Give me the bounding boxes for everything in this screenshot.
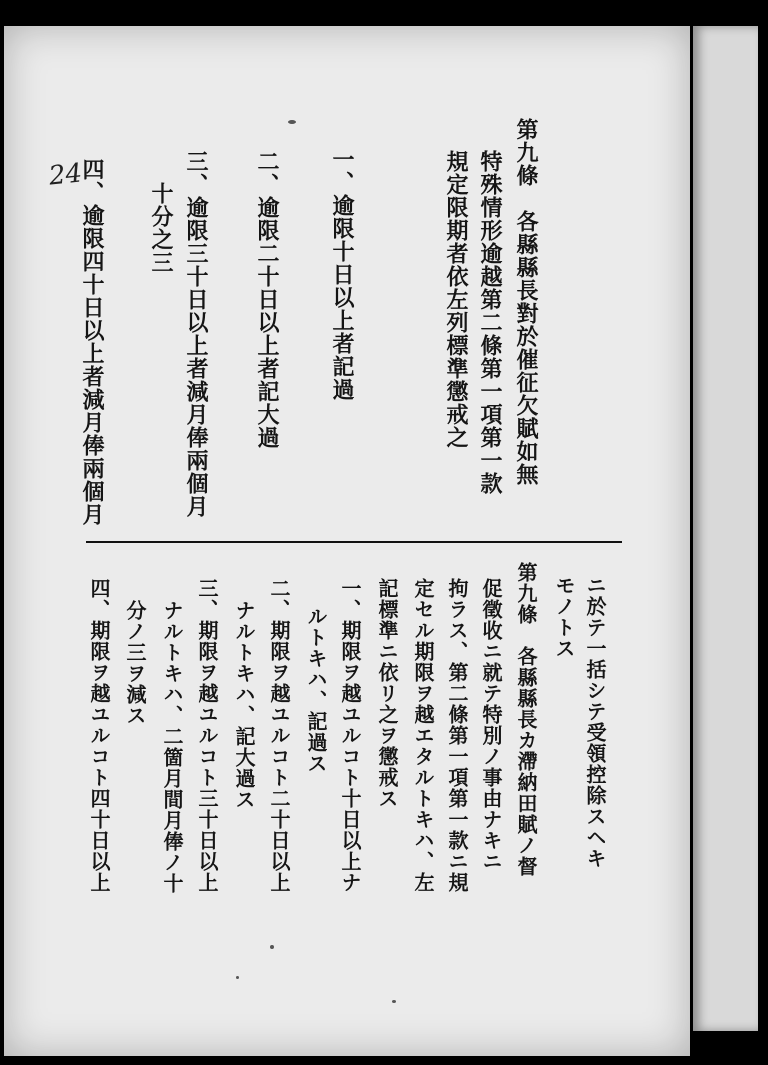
lower-item-2-cont: ナルトキハ、記大過ス: [232, 600, 256, 810]
lower-line-2: 促徵收ニ就テ特別ノ事由ナキニ: [479, 578, 503, 872]
lower-line-5: 記標準ニ依リ之ヲ懲戒ス: [375, 578, 399, 809]
scan-speck: [236, 976, 239, 979]
lower-line-3: 拘ラス、第二條第一項第一款ニ規: [445, 578, 469, 893]
lower-item-3-cont2: 分ノ三ヲ減ス: [123, 600, 147, 726]
lower-item-4: 四、期限ヲ越ユルコト四十日以上: [87, 578, 111, 893]
lower-item-1: 一、期限ヲ越ユルコト十日以上ナ: [338, 578, 362, 893]
lower-item-3: 三、期限ヲ越ユルコト三十日以上: [195, 578, 219, 893]
section-divider: [86, 541, 622, 543]
lower-item-3-cont: ナルトキハ、二箇月間月俸ノ十: [160, 600, 184, 894]
lower-item-1-cont: ルトキハ、記過ス: [304, 606, 328, 774]
upper-line-2: 特殊情形逾越第二條第一項第一款: [477, 150, 503, 495]
upper-item-3-cont: 十分之三: [148, 182, 174, 274]
lower-cont-2: モノトス: [552, 575, 576, 659]
upper-item-1: 一、逾限十日以上者記過: [329, 148, 355, 401]
page-number: 24: [47, 158, 84, 192]
lower-cont-1: ニ於テ一括シテ受領控除スヘキ: [583, 575, 607, 869]
scan-speck: [288, 120, 296, 124]
lower-line-4: 定セル期限ヲ越エタルトキハ、左: [411, 578, 435, 893]
upper-item-2: 二、逾限二十日以上者記大過: [254, 150, 280, 449]
scan-speck: [270, 945, 274, 949]
upper-item-3: 三、逾限三十日以上者減月俸兩個月: [183, 150, 209, 518]
upper-article-heading: 第九條 各縣縣長對於催征欠賦如無: [513, 118, 539, 486]
upper-item-4: 四、逾限四十日以上者減月俸兩個月: [79, 158, 105, 526]
lower-item-2: 二、期限ヲ越ユルコト二十日以上: [267, 578, 291, 893]
scan-speck: [392, 1000, 396, 1003]
adjacent-page-edge: [693, 26, 758, 1031]
lower-article-heading: 第九條 各縣縣長カ滯納田賦ノ督: [514, 562, 538, 877]
upper-line-3: 規定限期者依左列標準懲戒之: [443, 150, 469, 449]
